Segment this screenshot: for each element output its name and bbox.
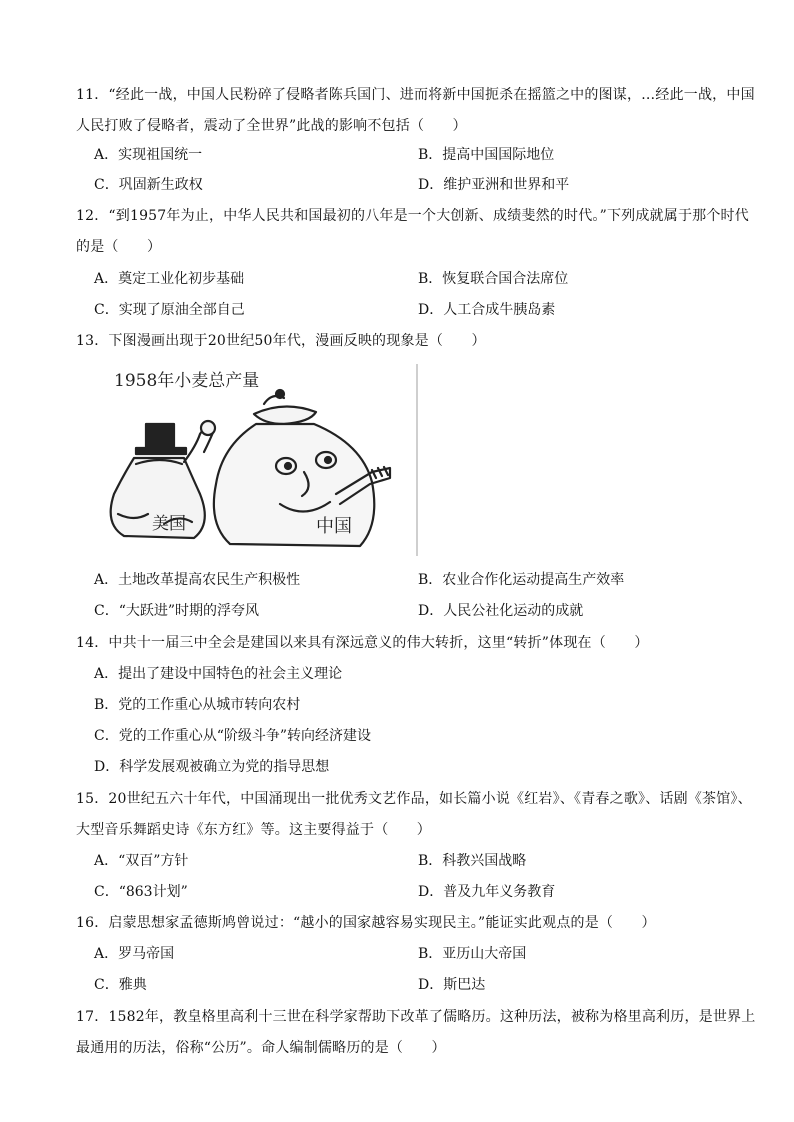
question-11-stem: 11．“经此一战，中国人民粉碎了侵略者陈兵国门、进而将新中国扼杀在摇篮之中的图谋，…经此一战，中国人民打败了侵略者，震动了全世界”此战的影响不包括（ ） [76, 87, 755, 134]
question-15-option-c: C．“863计划” [94, 884, 188, 900]
question-12-option-c: C．实现了原油全部自己 [94, 302, 245, 318]
question-16-option-c: C．雅典 [94, 977, 147, 993]
question-16-stem: 16．启蒙思想家孟德斯鸠曾说过：“越小的国家越容易实现民主。”能证实此观点的是（ ） [76, 915, 656, 931]
question-12-stem: 12．“到1957年为止，中华人民共和国最初的八年是一个大创新、成绩斐然的时代。”下列成就属于那个时代的是（ ） [76, 208, 749, 255]
question-11-option-a: A．实现祖国统一 [94, 147, 203, 163]
question-14-option-b: B．党的工作重心从城市转向农村 [94, 697, 301, 713]
question-15-option-d: D．普及九年义务教育 [418, 884, 556, 900]
question-13-stem: 13．下图漫画出现于20世纪50年代，漫画反映的现象是（ ） [76, 333, 486, 349]
question-13-option-c: C．“大跃进”时期的浮夸风 [94, 603, 260, 619]
cartoon-title: 1958年小麦总产量 [114, 371, 260, 391]
question-12-option-b: B．恢复联合国合法席位 [418, 271, 569, 287]
question-16-option-a: A．罗马帝国 [94, 946, 175, 962]
question-11-option-c: C．巩固新生政权 [94, 177, 203, 193]
question-13-option-a: A．土地改革提高农民生产积极性 [94, 572, 301, 588]
cartoon-label-usa: 美国 [152, 514, 186, 534]
question-14-stem: 14．中共十一届三中全会是建国以来具有深远意义的伟大转折，这里“转折”体现在（ ） [76, 635, 649, 651]
cartoon-label-china: 中国 [316, 516, 352, 537]
question-12-option-a: A．奠定工业化初步基础 [94, 271, 245, 287]
question-11-option-b: B．提高中国国际地位 [418, 147, 555, 163]
question-14-option-a: A．提出了建设中国特色的社会主义理论 [94, 666, 343, 682]
question-16-option-d: D．斯巴达 [418, 977, 486, 993]
cartoon-illustration [104, 364, 420, 556]
question-15-stem: 15．20世纪五六十年代，中国涌现出一批优秀文艺作品，如长篇小说《红岩》、《青春之歌》、话剧《茶馆》、大型音乐舞蹈史诗《东方红》等。这主要得益于（ ） [76, 791, 752, 838]
question-12-option-d: D．人工合成牛胰岛素 [418, 302, 556, 318]
question-14-option-d: D．科学发展观被确立为党的指导思想 [94, 759, 330, 775]
question-11-option-d: D．维护亚洲和世界和平 [418, 177, 570, 193]
cartoon-figure [104, 364, 420, 556]
question-17-stem: 17．1582年，教皇格里高利十三世在科学家帮助下改革了儒略历。这种历法，被称为格里高利历，是世界上最通用的历法，俗称“公历”。命人编制儒略历的是（ ） [76, 1009, 756, 1056]
question-16-option-b: B．亚历山大帝国 [418, 946, 527, 962]
question-14-option-c: C．党的工作重心从“阶级斗争”转向经济建设 [94, 728, 372, 744]
question-13-option-b: B．农业合作化运动提高生产效率 [418, 572, 625, 588]
question-15-option-a: A．“双百”方针 [94, 853, 189, 869]
question-13-option-d: D．人民公社化运动的成就 [418, 603, 584, 619]
question-15-option-b: B．科教兴国战略 [418, 853, 527, 869]
